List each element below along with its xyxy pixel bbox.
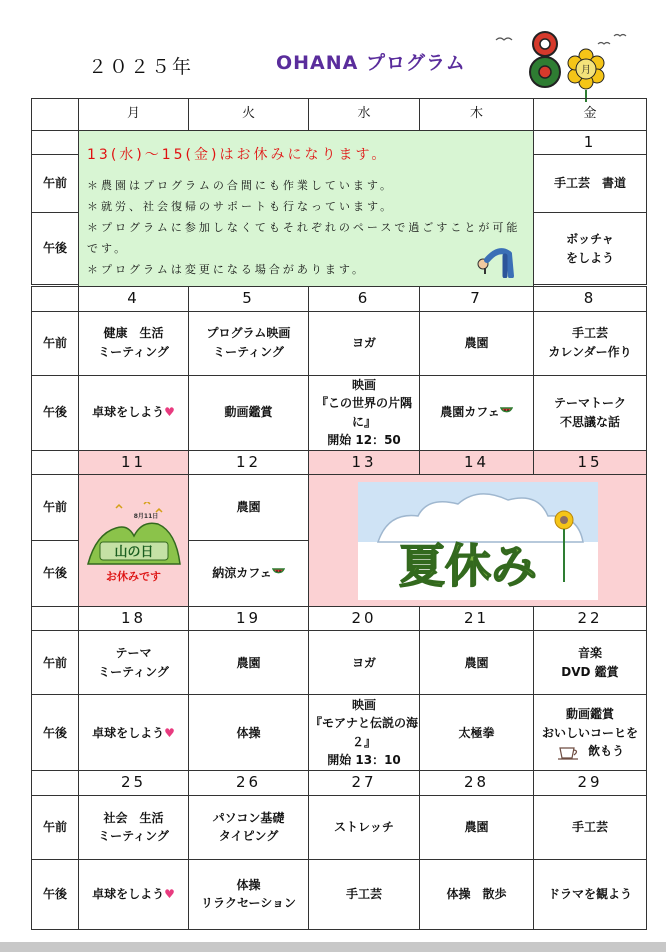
program-cell: 体操 リラクセーション [189,859,309,929]
date-cell: 20 [309,607,420,631]
date-cell: 8 [534,287,647,311]
pm-label: 午後 [32,859,79,929]
pm-label: 午後 [32,375,79,450]
week3-am-row [32,475,647,541]
program-cell: ストレッチ [309,795,420,859]
date-cell: 14 [420,450,534,474]
pingpong-icon: ♥ [164,886,175,901]
program-cell: 農園 [420,311,534,375]
week2-pm-row [32,375,647,450]
program-cell: 納涼カフェ [189,541,309,607]
program-cell: ヨガ [309,631,420,695]
week4-date-row [32,607,647,631]
program-cell: 社会 生活 ミーティング [79,795,189,859]
program-cell: プログラム映画 ミーティング [189,311,309,375]
program-cell: 農園カフェ [420,375,534,450]
week5-pm-row [32,859,647,929]
date-cell: 5 [189,287,309,311]
program-cell: 農園 [189,631,309,695]
pingpong-icon: ♥ [164,725,175,740]
week2-date-row [32,287,647,311]
holiday-date: 8月11日 [133,513,158,521]
weekday-header-row [32,99,647,131]
program-cell: 卓球をしよう♥ [79,695,189,771]
program-cell: 健康 生活 ミーティング [79,311,189,375]
date-cell: 13 [309,450,420,474]
notice-line: ＊就労、社会復帰のサポートも行なっています。 [87,199,395,213]
program-cell: 体操 散歩 [420,859,534,929]
sunflower-eight-illustration [490,26,640,102]
notice-line: ＊農園はプログラムの合間にも作業しています。 [87,178,395,192]
program-cell: テーマトーク 不思議な話 [534,375,647,450]
program-cell: 手工芸 カレンダー作り [534,311,647,375]
week1-date-row [32,131,647,155]
week5-am-row [32,795,647,859]
am-label: 午前 [32,631,79,695]
program-cell: 卓球をしよう♥ [79,375,189,450]
weekday-mon: 月 [79,99,189,131]
calendar-table [31,98,647,930]
date-cell: 18 [79,607,189,631]
watermelon-icon [272,567,285,578]
week5-date-row [32,771,647,795]
program-cell: テーマ ミーティング [79,631,189,695]
am-label: 午前 [32,475,79,541]
am-label: 午前 [32,795,79,859]
summer-break-cell [309,475,647,607]
summer-break-text: 夏休み [398,538,537,593]
date-cell: 27 [309,771,420,795]
watermelon-icon [500,406,513,417]
week4-pm-row [32,695,647,771]
program-cell: 映画 『モアナと伝説の海２』 開始 13：10 [309,695,420,771]
week3-date-row [32,450,647,474]
date-cell: 15 [534,450,647,474]
program-cell: 動画鑑賞 [189,375,309,450]
program-cell: 農園 [420,795,534,859]
program-cell: 音楽 DVD 鑑賞 [534,631,647,695]
program-cell: 映画 『この世界の片隅に』 開始 12：50 [309,375,420,450]
program-cell: ヨガ [309,311,420,375]
program-cell: 太極拳 [420,695,534,771]
year-label: ２０２５年 [88,56,194,78]
program-cell: パソコン基礎 タイピング [189,795,309,859]
notice-box [79,131,534,287]
weekday-wed: 水 [309,99,420,131]
program-cell: ボッチャ をしよう [534,213,647,285]
date-cell: 19 [189,607,309,631]
date-cell: 6 [309,287,420,311]
date-cell: 11 [79,450,189,474]
program-cell: 動画鑑賞 おいしいコーヒを 飲もう [534,695,647,771]
holiday-sign: 山の日 [113,545,154,561]
program-cell: 手工芸 [534,795,647,859]
pm-label: 午後 [32,213,79,285]
program-cell: 手工芸 [309,859,420,929]
mountain-day-illustration [86,502,182,568]
pingpong-icon: ♥ [164,405,175,420]
pm-label: 午後 [32,695,79,771]
program-cell: 農園 [189,475,309,541]
am-label: 午前 [32,155,79,213]
date-cell: 12 [189,450,309,474]
date-cell: 21 [420,607,534,631]
date-cell: 4 [79,287,189,311]
program-cell: 手工芸 書道 [534,155,647,213]
week2-am-row [32,311,647,375]
program-cell: 体操 [189,695,309,771]
bottom-scroll-strip [0,942,666,952]
date-cell: 26 [189,771,309,795]
bowing-person-illustration [475,238,519,278]
am-label: 午前 [32,311,79,375]
holiday-text: お休みです [106,570,161,584]
date-cell: 28 [420,771,534,795]
date-cell: 22 [534,607,647,631]
date-cell: 1 [534,131,647,155]
date-cell: 25 [79,771,189,795]
pm-label: 午後 [32,541,79,607]
summer-break-illustration [358,482,598,600]
month-badge: 月 [581,65,591,76]
program-cell: 農園 [420,631,534,695]
weekday-fri: 金 [534,99,647,131]
program-cell: ドラマを観よう [534,859,647,929]
corner-cell [32,99,79,131]
mountain-day-cell [79,475,189,607]
coffee-cup-icon [556,744,584,760]
week4-am-row [32,631,647,695]
notice-headline: 13(水)～15(金)はお休みになります。 [87,147,389,163]
date-cell: 7 [420,287,534,311]
notice-line: ＊プログラムは変更になる場合があります。 [87,262,367,276]
program-cell: 卓球をしよう♥ [79,859,189,929]
notice-line: ＊プログラムに参加しなくてもそれぞれのペースで過ごすことが可能です。 [87,220,521,255]
weekday-thu: 木 [420,99,534,131]
date-cell: 29 [534,771,647,795]
weekday-tue: 火 [189,99,309,131]
page-title: OHANA プログラム [276,52,466,74]
